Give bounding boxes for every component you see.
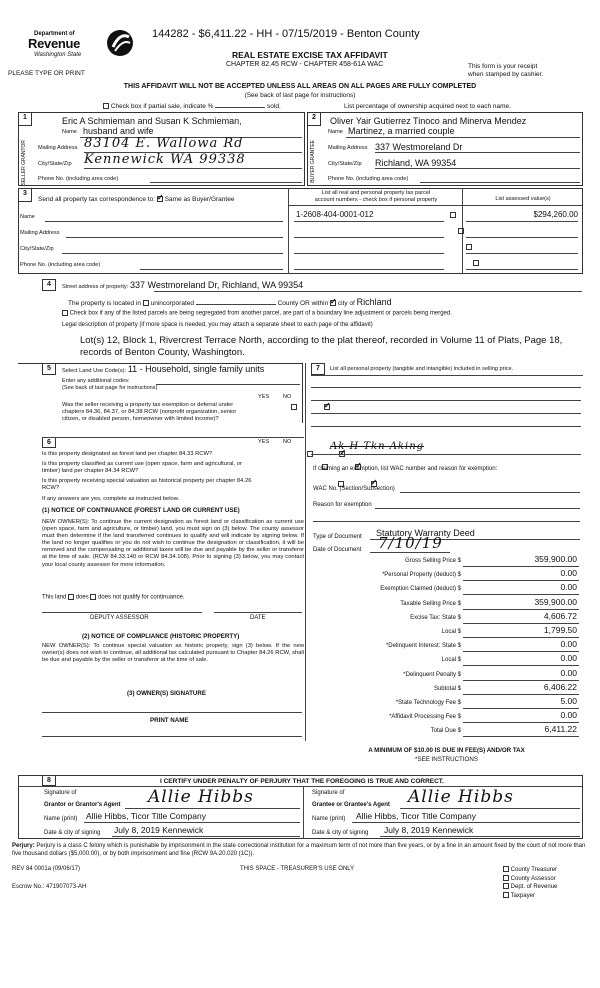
city-value: Richland [356,297,392,307]
exemption-claim-label: If claiming an exemption, list WAC number and reason for exemption: [313,466,498,472]
certify-text: I CERTIFY UNDER PENALTY OF PERJURY THAT THE FOREGOING IS TRUE AND CORRECT. [160,778,444,785]
please-type: PLEASE TYPE OR PRINT [8,70,85,77]
tax-row-value: 0.00 [560,582,577,593]
see-instructions: *SEE INSTRUCTIONS [415,756,478,763]
buyer-name-line1: Oliver Yair Gutierrez Tinoco and Minerva Mendez [330,116,527,126]
tax-row-value: 6,406.22 [543,681,577,692]
seller-name-line2: husband and wife [83,126,154,136]
section4-number: 4 [42,279,56,291]
seller-section-number: 1 [18,112,32,126]
buyer-phone-label: Phone No. (including area code) [328,176,409,182]
notice1-title: (1) NOTICE OF CONTINUANCE (FOREST LAND OR CURRENT USE) [42,507,240,514]
parcel-personal-checkbox-2[interactable] [458,228,464,234]
same-as-buyer-checkbox[interactable] [157,196,163,202]
assessed-header: List assessed value(s) [495,196,551,202]
buyer-mailing-value: 337 Westmoreland Dr [375,142,463,152]
corr-city-label: City/State/Zip [20,246,54,252]
land-use-value: 11 - Household, single family units [127,364,265,374]
grantee-date-label: Date & city of signing [312,830,369,836]
legal-label: Legal description of property (if more space is needed, you may attach a separate sheet to each page of the affidavit) [62,322,373,328]
this-land-label: This land [42,594,67,601]
copy-county-treasurer: County Treasurer [503,866,557,875]
wac-label: WAC No. (Section/Subsection) [313,486,395,492]
stamp-line: 144282 - $6,411.22 - HH - 07/15/2019 - Benton County [152,28,420,40]
seller-phone-label: Phone No. (including area code) [38,176,119,182]
sold-label: sold. [267,103,281,110]
county-or-label: County OR within [277,300,329,307]
logo-revenue: Revenue [28,36,81,51]
land-use-row [62,364,264,374]
buyer-city-label: City/State/Zip [328,161,362,167]
logo-dept-of: Department of [34,31,75,37]
section6-yes: YES [258,439,270,445]
grantee-date: July 8, 2019 Kennewick [384,825,474,835]
tax-row-label: Exemption Claimed (deduct) $ [380,586,461,593]
assessed-value: $294,260.00 [533,210,578,219]
notice2-text: NEW OWNER(S): To continue special valuation as historic property, sign (3) below. If the new owner(s) does not wish to continue, all additional tax calculated pursuant to Chapter 84.26 RCW, shall be due and payable by the seller or transferor at the time of sale. [42,643,304,664]
deputy-date-label: DATE [250,615,266,621]
street-label: Street address of property: [62,284,129,290]
logo-wa-state: Washington State [34,52,82,58]
tax-row-label: *Delinquent Penalty $ [403,671,461,678]
buyer-city-value: Richland, WA 99354 [375,158,457,168]
buyer-side-label: BUYER GRANTEE [310,140,316,183]
grantor-agent-label: Grantor or Grantor's Agent [44,802,121,808]
see-back-text: (See back of last page for instructions) [244,92,356,99]
unincorporated-checkbox[interactable] [143,300,149,306]
parcel-number: 1-2608-404-0001-012 [296,210,374,219]
receipt-note-1: This form is your receipt [468,63,538,70]
tax-row-value: 359,900.00 [534,596,577,607]
buyer-name-label: Name [328,129,343,135]
partial-sale-row [103,103,281,110]
located-in-label: The property is located in [68,300,141,307]
located-row [68,297,392,307]
grantor-name-label: Name (print) [44,816,78,822]
parcel-header-1: List all real and personal property tax parcel [321,190,431,196]
section7-title: List all personal property (tangible and intangible) included in selling price. [330,366,514,372]
send-correspondence-row [38,196,234,203]
tax-row-label: *Affidavit Processing Fee $ [389,714,461,721]
corr-name-label: Name [20,214,35,220]
does-label: does [75,594,89,601]
form-chapter: CHAPTER 82.45 RCW - CHAPTER 458-61A WAC [226,61,384,68]
tax-row-value: 6,411.22 [544,724,577,735]
grantee-signature: Allie Hibbs [408,787,514,807]
grantor-date: July 8, 2019 Kennewick [114,825,204,835]
street-value: 337 Westmoreland Dr, Richland, WA 99354 [130,280,304,290]
rev-number: REV 84 0001a (09/06/17) [12,866,81,872]
city-of-checkbox[interactable] [330,300,336,306]
revenue-logo-icon [104,27,136,59]
exemption-question: Was the seller receiving a property tax exemption or deferral under chapters 84.36, 84.37, or 84.38 RCW (nonprofit organization, senior citizen, or disabled person, homeowner with limited income)? [62,402,237,422]
escrow-number: Escrow No.: 471907073-AH [12,884,87,890]
seller-mailing-label: Mailing Address [38,145,78,151]
grantor-name: Allie Hibbs, Ticor Title Company [86,811,206,821]
tax-row-value: 5.00 [560,696,577,706]
doc-type-label: Type of Document [313,534,362,540]
city-of-label: city of [337,300,355,307]
tax-row-value: 0.00 [560,639,577,650]
tax-row-value: 0.00 [560,568,577,579]
same-as-buyer-label: Same as Buyer/Grantee [164,196,235,203]
tax-row-label: Taxable Selling Price $ [400,600,461,607]
tax-row-label: *State Technology Fee $ [395,700,461,706]
seller-city-value: Kennewick WA 99338 [84,152,246,167]
buyer-section-number: 2 [307,112,321,126]
tax-row-value: 4,606.72 [543,610,577,621]
unincorporated-label: unincorporated [150,300,194,307]
doc-date-label: Date of Document [313,547,362,553]
tax-row-label: *Personal Property (deduct) $ [381,572,461,579]
notice1-text: NEW OWNER(S): To continue the current designation as forest land or classification as current use (open space, farm and agriculture, or timber) land, you must sign on (3) below. The county assessor must then determine if the land transferred continues to qualify and will indicate by signing below. If the land no longer qualifies or you do not wish to continue the designation or classification, it will be removed and the compensating or additional taxes will be due and payable by the seller or transferor at the time of sale. (RCW 84.33.140 or RCW 84.34.108). Prior to signing (3) below, you may contact your local county assessor for more information. [42,519,304,568]
tax-row-value: 0.00 [560,710,577,721]
grantor-date-label: Date & city of signing [44,830,101,836]
tax-row-label: Local $ [441,657,461,664]
parcel-personal-checkbox-1[interactable] [450,212,456,218]
seller-city-label: City/State/Zip [38,161,72,167]
forest-question: Is this property designated as forest land per chapter 84.33 RCW? [42,451,213,457]
copy-assessor-checkbox[interactable] [503,875,509,881]
section5-yes-checkbox[interactable] [291,404,297,410]
current-use-question: Is this property classified as current use (open space, farm and agricultural, or timber) land per chapter 84.34 RCW? [42,461,242,474]
segregated-row [62,310,452,317]
corr-mailing-label: Mailing Address [20,230,60,236]
copy-taxpayer-checkbox[interactable] [503,892,509,898]
revenue-logo [20,29,150,69]
buyer-name-line2: Martinez, a married couple [348,126,455,136]
copy-dept-revenue: Dept. of Revenue [503,883,557,892]
qualify-row [42,594,184,601]
copy-county-assessor: County Assessor [503,875,557,884]
perjury-label: Perjury: [12,843,35,849]
print-name-label: PRINT NAME [150,717,189,724]
parcel-header-2: account numbers - check box if personal property [314,197,438,203]
section6-no: NO [283,439,292,445]
land-use-label: Select Land Use Code(s): [62,368,127,374]
legal-description: Lot(s) 12, Block 1, Rivercrest Terrace North, according to the plat thereof, recorded in Volume 11 of Plats, Page 18, records of Benton County, Washington. [80,335,563,358]
section5-no: NO [283,394,292,400]
if-yes-text: If any answers are yes, complete as instructed below. [42,496,180,502]
tax-calc-table [311,555,583,740]
additional-codes-label: Enter any additional codes: [62,378,130,384]
copy-distribution [503,866,557,900]
copy-revenue-checkbox[interactable] [503,883,509,889]
partial-sale-label: Check box if partial sale, indicate % [110,103,214,110]
tax-row-value: 0.00 [560,667,577,678]
grantee-sig-of: Signature of [312,790,345,796]
grantee-name: Allie Hibbs, Ticor Title Company [356,811,476,821]
does-not-label: does not qualify for continuance. [98,594,185,601]
ownership-note: List percentage of ownership acquired next to each name. [344,103,511,110]
tax-row-value: 1,799.50 [543,625,577,635]
historic-question: Is this property receiving special valuation as historical property per chapter 84.26 RCW? [42,478,252,491]
grantee-name-label: Name (print) [312,816,346,822]
send-label: Send all property tax correspondence to: [38,196,156,203]
seller-side-label: SELLER GRANTOR [21,140,27,186]
section3-number: 3 [18,188,32,202]
tax-row-label: Subtotal $ [433,685,461,692]
form-title: REAL ESTATE EXCISE TAX AFFIDAVIT [232,50,388,60]
seller-name-line1: Eric A Schmieman and Susan K Schmieman, [62,116,242,126]
minimum-due: A MINIMUM OF $10.00 IS DUE IN FEE(S) AND/OR TAX [368,747,525,754]
grantor-sig-of: Signature of [44,790,77,796]
section5-no-checkbox[interactable] [324,404,330,410]
segregated-label: Check box if any of the listed parcels are being segregated from another parcel, are part of a boundary line adjustment or parcels being merged. [69,310,452,317]
grantee-agent-label: Grantee or Grantee's Agent [312,802,390,808]
parcel-personal-checkbox-4[interactable] [473,260,479,266]
warning-text: THIS AFFIDAVIT WILL NOT BE ACCEPTED UNLESS ALL AREAS ON ALL PAGES ARE FULLY COMPLETED [123,83,477,90]
deputy-assessor-label: DEPUTY ASSESSOR [90,615,149,621]
treasurer-space: THIS SPACE - TREASURER'S USE ONLY [240,866,355,872]
does-checkbox[interactable] [68,594,74,600]
grantor-signature: Allie Hibbs [148,787,254,807]
segregated-checkbox[interactable] [62,310,68,316]
seller-name-label: Name [62,129,77,135]
section5-yes: YES [258,394,270,400]
reason-label: Reason for exemption [313,502,372,508]
tax-row-value: 0.00 [560,653,577,664]
corr-phone-label: Phone No. (including area code) [20,262,101,268]
tax-row-label: Local $ [441,629,461,635]
owner-signature-label: (3) OWNER(S) SIGNATURE [127,690,206,697]
street-row [62,280,303,290]
partial-sale-checkbox[interactable] [103,103,109,109]
doc-date-value: 7/10/19 [378,534,443,552]
tax-row-label: Excise Tax: State $ [410,614,461,621]
notice2-title: (2) NOTICE OF COMPLIANCE (HISTORIC PROPERTY) [82,633,240,640]
tax-row-label: *Delinquent Interest: State $ [385,643,461,650]
copy-taxpayer: Taxpayer [503,892,557,901]
buyer-mailing-label: Mailing Address [328,145,368,151]
doc-type-value: Statutory Warranty Deed [376,528,475,538]
see-back-5: (See back of last page for instructions) [62,385,158,391]
tax-row-value: 359,900.00 [534,554,577,564]
parcel-personal-checkbox-3[interactable] [466,244,472,250]
copy-treasurer-checkbox[interactable] [503,866,509,872]
section6-number: 6 [42,437,56,448]
personal-property-crossed: Ak H Tkn Aking [330,441,425,452]
tax-row-label: Gross Selling Price $ [404,558,461,564]
section7-number: 7 [311,363,325,375]
section8-number: 8 [42,775,56,786]
perjury-notice [12,843,590,858]
perjury-text: Perjury is a class C felony which is punishable by imprisonment in the state correctional institution for a maximum term of not more than five years, or by a fine in an amount fixed by the court of not more than five thousand dollars ($5,000.00), or by both imprisonment and fine (RCW 9A.20.020 (1C)). [12,843,586,857]
does-not-checkbox[interactable] [90,594,96,600]
tax-row-label: Total Due $ [430,728,461,735]
receipt-note-2: when stamped by cashier. [468,71,544,78]
section5-number: 5 [42,363,56,375]
seller-mailing-value: 83104 E. Wallowa Rd [84,136,244,151]
